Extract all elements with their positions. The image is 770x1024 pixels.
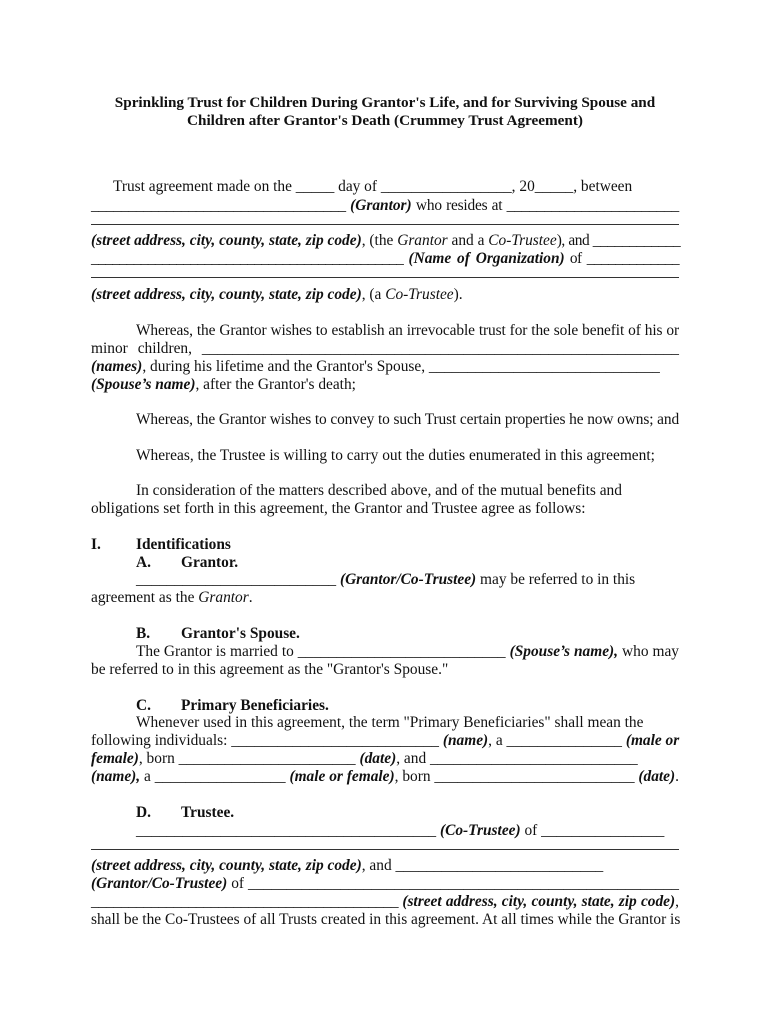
text-run: , — [675, 893, 679, 910]
text-run: , and ___________________________ — [361, 857, 604, 874]
text-run: a _________________ — [140, 768, 290, 785]
text-run: Co-Trustee — [488, 232, 557, 249]
section-heading: Trustee. — [181, 804, 235, 821]
text-line — [91, 768, 679, 786]
text-line — [91, 358, 679, 376]
text-run: (street address, city, county, state, zip code) — [402, 893, 676, 910]
text-run: In consideration of the matters described above, and of the mutual benefits and — [136, 482, 622, 499]
text-run: (male or — [625, 732, 680, 749]
text-run: (date) — [359, 750, 397, 767]
text-line — [91, 714, 679, 732]
text-run: (street address, city, county, state, zip code) — [91, 286, 362, 303]
text-run: (Grantor/Co-Trustee) — [91, 875, 228, 892]
text-run: , and ___________________________ — [396, 750, 638, 767]
section-label: C. — [136, 697, 151, 714]
text-line — [91, 893, 679, 911]
text-run: who may — [618, 643, 680, 660]
blank-rule — [91, 224, 679, 225]
text-run: who resides at _______________________ — [411, 197, 679, 214]
text-run: and a — [447, 232, 489, 249]
text-line — [91, 447, 679, 465]
text-line — [91, 875, 679, 893]
text-run: Whereas, the Trustee is willing to carry out the duties enumerated in this agreement; — [136, 447, 655, 464]
section-heading: Primary Beneficiaries. — [181, 697, 329, 714]
text-run: minor children, ______________________________________________________________ — [91, 340, 679, 357]
document-title-line-1: Sprinkling Trust for Children During Grantor's Life, and for Surviving Spouse and — [114, 94, 656, 111]
text-line — [91, 482, 679, 500]
text-run: obligations set forth in this agreement, the Grantor and Trustee agree as follows: — [91, 500, 586, 517]
text-run: Whereas, the Grantor wishes to establish an irrevocable trust for the sole benefit of his or — [136, 322, 679, 339]
text-run: shall be the Co-Trustees of all Trusts created in this agreement. At all times while the Grantor is — [91, 911, 681, 928]
section-label: I. — [91, 536, 101, 553]
text-line — [91, 750, 679, 768]
text-line — [91, 232, 679, 250]
section-heading: Grantor's Spouse. — [181, 625, 300, 642]
section-heading: Grantor. — [181, 554, 239, 571]
section-heading: Identifications — [136, 536, 231, 553]
text-run: , a _______________ — [488, 732, 626, 749]
text-line — [91, 589, 679, 607]
fill-in-blank: ____________________________________________ — [91, 250, 409, 267]
text-line — [91, 250, 679, 268]
text-run: . — [248, 589, 253, 606]
text-run: (Name of Organization) — [408, 250, 565, 267]
text-run: , born _______________________ — [138, 750, 360, 767]
text-run: (Spouse’s name) — [91, 376, 196, 393]
text-run: , after the Grantor's death; — [195, 376, 356, 393]
text-run: (street address, city, county, state, zip code) — [91, 232, 362, 249]
text-run: Grantor — [198, 589, 249, 606]
text-line — [91, 822, 679, 840]
text-run: (date) — [638, 768, 676, 785]
text-run: Grantor — [397, 232, 448, 249]
text-run: (name), — [91, 768, 141, 785]
text-run: Co-Trustee — [385, 286, 454, 303]
text-run: The Grantor is married to ___________________________ — [136, 643, 510, 660]
text-run: agreement as the — [91, 589, 199, 606]
fill-in-blank: __________________________ — [136, 571, 340, 588]
text-line — [91, 643, 679, 661]
document-title-line-2: Children after Grantor's Death (Crummey Trust Agreement) — [187, 112, 583, 129]
text-run: following individuals: ___________________________ — [91, 732, 443, 749]
blank-rule — [91, 277, 679, 278]
text-run: (Spouse’s name), — [509, 643, 619, 660]
text-run: (street address, city, county, state, zip code) — [91, 857, 362, 874]
text-line — [91, 322, 679, 340]
text-run: (name) — [442, 732, 489, 749]
text-line — [91, 661, 679, 679]
text-line — [91, 340, 679, 358]
text-line — [91, 286, 679, 304]
text-run: of ________________ — [520, 822, 665, 839]
text-line — [91, 571, 679, 589]
fill-in-blank: _________________________________________ — [91, 893, 403, 910]
text-line — [91, 376, 679, 394]
section-label: B. — [136, 625, 151, 642]
text-line — [91, 178, 679, 196]
text-run: , born __________________________ — [394, 768, 639, 785]
text-run: ). — [453, 286, 463, 303]
blank-rule — [91, 849, 679, 850]
text-run: be referred to in this agreement as the "Grantor's Spouse." — [91, 661, 449, 678]
text-run: (Co-Trustee) — [439, 822, 521, 839]
text-run: of ________________________________________________________ — [227, 875, 679, 892]
text-run: Whenever used in this agreement, the term "Primary Beneficiaries" shall mean the — [136, 714, 644, 731]
text-run: , (a — [361, 286, 386, 303]
fill-in-blank: _______________________________________ — [136, 822, 440, 839]
text-run: of _____________ — [564, 250, 680, 267]
text-run: Trust agreement made on the _____ day of _________________, 20_____, between — [113, 178, 633, 195]
text-run: , (the — [361, 232, 398, 249]
text-line — [91, 857, 679, 875]
text-run: ), and ____________ — [556, 232, 681, 249]
text-line — [91, 500, 679, 518]
text-run: (male or female) — [289, 768, 395, 785]
text-run: (names) — [91, 358, 143, 375]
text-line — [91, 911, 679, 929]
text-run: (Grantor) — [350, 197, 412, 214]
text-run: . — [675, 768, 679, 785]
text-line — [91, 411, 679, 429]
text-line — [91, 197, 679, 215]
section-label: D. — [136, 804, 151, 821]
text-run: may be referred to in this — [476, 571, 636, 588]
text-line — [91, 732, 679, 750]
text-run: (Grantor/Co-Trustee) — [339, 571, 477, 588]
text-run: female) — [91, 750, 139, 767]
text-run: , during his lifetime and the Grantor's Spouse, ______________________________ — [142, 358, 660, 375]
section-label: A. — [136, 554, 151, 571]
fill-in-blank: __________________________________ — [91, 197, 351, 214]
text-run: Whereas, the Grantor wishes to convey to such Trust certain properties he now owns; and — [136, 411, 680, 428]
